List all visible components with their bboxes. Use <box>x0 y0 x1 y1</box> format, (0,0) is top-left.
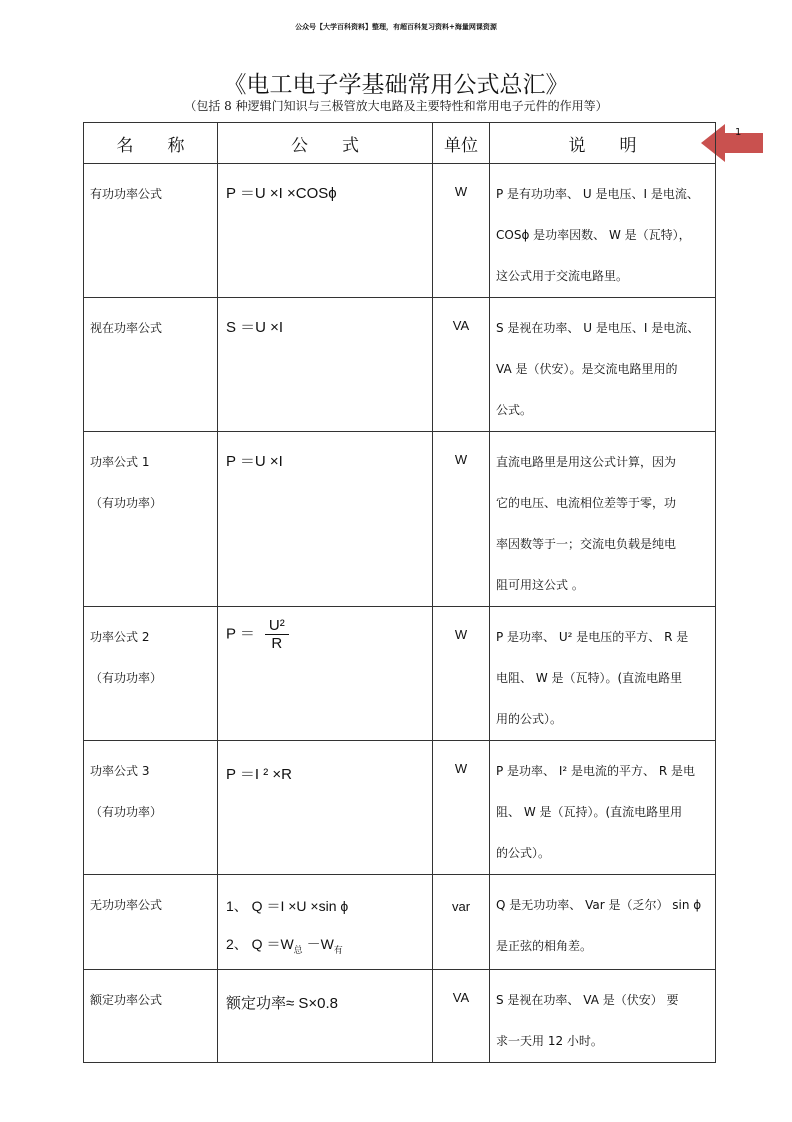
row-formula: P ＝ $\frac{\text{U²}}{R}$ <box>218 607 433 741</box>
row-formula: P ＝I ² ×R <box>218 741 433 875</box>
row-name: 功率公式 1 <box>90 455 150 469</box>
row-description: 直流电路里是用这公式计算，因为 它的电压、电流相位差等于零，功 率因数等于一；交流电负载是纯电 阻可用这公式 。 <box>490 432 716 607</box>
table-row <box>84 607 716 741</box>
document-title: 《电工电子学基础常用公式总汇》 <box>223 72 569 98</box>
row-formula: P ＝U ×I <box>218 432 433 607</box>
row-name-note: （有功功率） <box>90 496 163 510</box>
column-header: 单位 <box>433 123 490 164</box>
header-note: 公众号【大学百科资料】整理，有超百科复习资料+海量网课资源 <box>295 22 497 31</box>
row-description: S 是视在功率、 VA 是（伏安） 要 求一天用 12 小时。 <box>490 969 716 1062</box>
row-formula: 1、 Q ＝I ×U ×sin ϕ 2、 $Q =W_总 -W_有$ <box>218 875 433 970</box>
row-unit: W <box>433 432 490 607</box>
row-name: 无功功率公式 <box>90 898 163 912</box>
row-description: Q 是无功功率、 Var 是（乏尔） sin ϕ 是正弦的相角差。 <box>490 875 716 970</box>
document-subtitle: （包括 8 种逻辑门知识与三极管放大电路及主要特性和常用电子元件的作用等） <box>184 99 608 113</box>
table-header-row <box>84 123 716 164</box>
row-name: 功率公式 3 <box>90 764 150 778</box>
table-row <box>84 875 716 970</box>
row-formula: S ＝U ×I <box>218 298 433 432</box>
table-row <box>84 969 716 1062</box>
fraction: $\frac{\text{U²}}{R}$ <box>265 617 289 652</box>
row-unit: W <box>433 741 490 875</box>
row-unit: VA <box>433 298 490 432</box>
column-header: 名 称 <box>84 123 218 164</box>
row-description: P 是功率、 U² 是电压的平方、 R 是 电阻、 W 是（瓦特）。(直流电路里 用的公式）。 <box>490 607 716 741</box>
row-unit: VA <box>433 969 490 1062</box>
row-name-note: （有功功率） <box>90 671 163 685</box>
row-description: S 是视在功率、 U 是电压、I 是电流、 VA 是（伏安）。是交流电路里用的 公式。 <box>490 298 716 432</box>
row-unit: W <box>433 607 490 741</box>
table-row <box>84 432 716 607</box>
row-description: P 是有功功率、 U 是电压、I 是电流、 COSϕ 是功率因数、 W 是（瓦特）， 这公式用于交流电路里。 <box>490 164 716 298</box>
row-name: 有功功率公式 <box>90 187 163 201</box>
row-formula: P ＝U ×I ×COSϕ <box>218 164 433 298</box>
row-name: 视在功率公式 <box>90 321 163 335</box>
row-description: P 是功率、 I² 是电流的平方、 R 是电 阻、 W 是（瓦持）。(直流电路里用 的公式）。 <box>490 741 716 875</box>
row-formula: 额定功率≈ S×0.8 <box>218 969 433 1062</box>
column-header: 说 明 <box>490 123 716 164</box>
row-name: 功率公式 2 <box>90 630 150 644</box>
row-unit: W <box>433 164 490 298</box>
table-row <box>84 741 716 875</box>
row-unit: var <box>433 875 490 970</box>
page-number: 1 <box>735 127 742 138</box>
formula-table <box>83 122 716 1063</box>
row-name-note: （有功功率） <box>90 805 163 819</box>
table-row <box>84 298 716 432</box>
column-header: 公 式 <box>218 123 433 164</box>
row-name: 额定功率公式 <box>90 992 163 1007</box>
table-row <box>84 164 716 298</box>
